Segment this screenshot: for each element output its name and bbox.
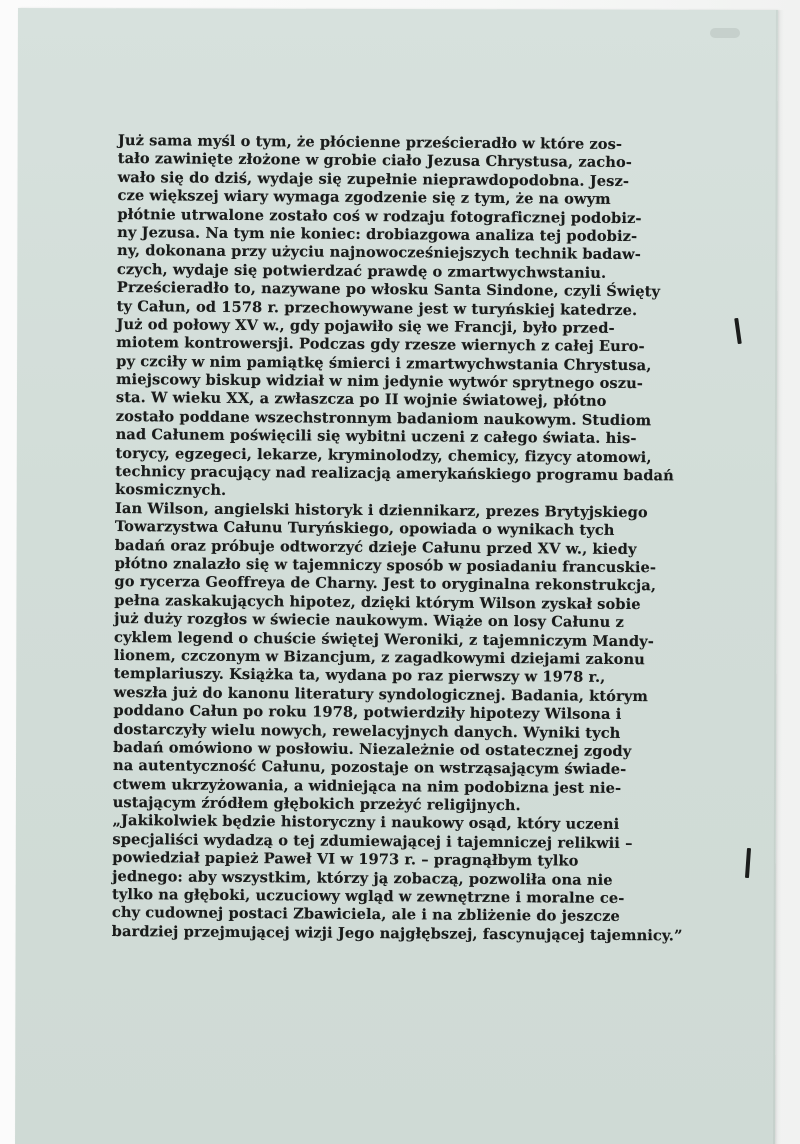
text-line: kosmicznych.: [115, 481, 227, 500]
text-line: bardziej przejmującej wizji Jego najgłębszej, fascynującej tajemnicy.”: [111, 922, 683, 945]
cover-edge-shadow: [773, 10, 784, 1144]
text-line: ty Całun, od 1578 r. przechowywane jest w turyńskiej katedrze.: [116, 297, 638, 319]
text-line: nad Całunem poświęcili się wybitni uczeni z całego świata. his-: [115, 426, 637, 448]
text-line: sta. W wieku XX, a zwłaszcza po II wojnie światowej, płótno: [115, 389, 607, 411]
blurb-text: [111, 132, 718, 987]
text-line: go rycerza Geoffreya de Charny. Jest to oryginalna rekonstrukcja,: [114, 573, 657, 595]
text-line: badań oraz próbuje odtworzyć dzieje Całunu przed XV w., kiedy: [114, 536, 637, 558]
cover-stain: [710, 28, 740, 38]
text-line: cze większej wiary wymaga zgodzenie się z tym, że na owym: [117, 187, 611, 209]
text-line: miotem kontrowersji. Podczas gdy rzesze wiernych z całej Euro-: [116, 334, 645, 356]
text-line: cyklem legend o chuście świętej Weroniki, z tajemniczym Mandy-: [113, 628, 655, 650]
text-line: badań omówiono w posłowiu. Niezależnie od ostatecznej zgody: [113, 738, 632, 760]
text-line: płótno znalazło się w tajemniczy sposób w posiadaniu francuskie-: [114, 554, 657, 577]
text-line: wało się do dziś, wydaje się zupełnie nieprawdopodobna. Jesz-: [117, 168, 630, 190]
text-line: specjaliści wydadzą o tej zdumiewającej i tajemniczej relikwii –: [112, 830, 633, 852]
text-line: Już od połowy XV w., gdy pojawiło się we Francji, było przed-: [116, 315, 615, 337]
text-line: py czciły w nim pamiątkę śmierci i zmartwychwstania Chrystusa,: [116, 352, 652, 374]
text-line: czych, wydaje się potwierdzać prawdę o zmartwychwstaniu.: [116, 260, 607, 282]
text-line: Towarzystwa Całunu Turyńskiego, opowiada o wynikach tych: [114, 518, 615, 540]
text-line: powiedział papież Paweł VI w 1973 r. – pragnąłbym tylko: [112, 849, 579, 870]
text-line: lionem, czczonym w Bizancjum, z zagadkowymi dziejami zakonu: [113, 646, 645, 669]
text-line: poddano Całun po roku 1978, potwierdziły hipotezy Wilsona i: [113, 702, 622, 724]
text-line: Już sama myśl o tym, że płócienne prześcieradło w które zos-: [117, 132, 623, 153]
text-line: tało zawinięte złożone w grobie ciało Jezusa Chrystusa, zacho-: [117, 150, 633, 172]
text-line: płótnie utrwalone zostało coś w rodzaju fotograficznej podobiz-: [117, 205, 642, 227]
text-line: chy cudownej postaci Zbawiciela, ale i na zbliżenie do jeszcze: [111, 904, 620, 926]
text-line: ctwem ukrzyżowania, a widniejąca na nim podobizna jest nie-: [112, 775, 622, 797]
text-line: zostało poddane wszechstronnym badaniom naukowym. Studiom: [115, 407, 652, 430]
text-line: „Jakikolwiek będzie historyczny i naukowy osąd, który uczeni: [112, 812, 620, 834]
text-line: pełna zaskakujących hipotez, dzięki którym Wilson zyskał sobie: [114, 591, 641, 613]
text-line: templariuszy. Książka ta, wydana po raz pierwszy w 1978 r.,: [113, 665, 606, 687]
text-line: ustającym źródłem głębokich przeżyć religijnych.: [112, 794, 521, 815]
text-line: jednego: aby wszystkim, którzy ją zobaczą, pozwoliła ona nie: [112, 867, 613, 889]
text-line: tylko na głęboki, uczuciowy wgląd w zewnętrzne i moralne ce-: [111, 885, 625, 908]
text-line: Prześcieradło to, nazywane po włosku Santa Sindone, czyli Święty: [116, 279, 661, 301]
text-line: weszła już do kanonu literatury syndologicznej. Badania, którym: [113, 683, 649, 705]
text-line: Ian Wilson, angielski historyk i dziennikarz, prezes Brytyjskiego: [114, 499, 648, 521]
text-line: torycy, egzegeci, lekarze, kryminolodzy, chemicy, fizycy atomowi,: [115, 444, 652, 466]
text-line: dostarczyły wielu nowych, rewelacyjnych danych. Wyniki tych: [113, 720, 621, 742]
text-line: na autentyczność Całunu, pozostaje on wstrząsającym świade-: [112, 757, 627, 779]
text-line: miejscowy biskup widział w nim jedynie wytwór sprytnego oszu-: [115, 371, 644, 393]
text-line: już duży rozgłos w świecie naukowym. Wiąże on losy Całunu z: [114, 610, 624, 632]
text-line: ny Jezusa. Na tym nie koniec: drobiazgowa analiza tej podobiz-: [117, 223, 638, 246]
text-line: technicy pracujący nad realizacją amerykańskiego programu badań: [115, 463, 674, 485]
text-line: ny, dokonana przy użyciu najnowocześniejszych technik badaw-: [116, 242, 641, 264]
